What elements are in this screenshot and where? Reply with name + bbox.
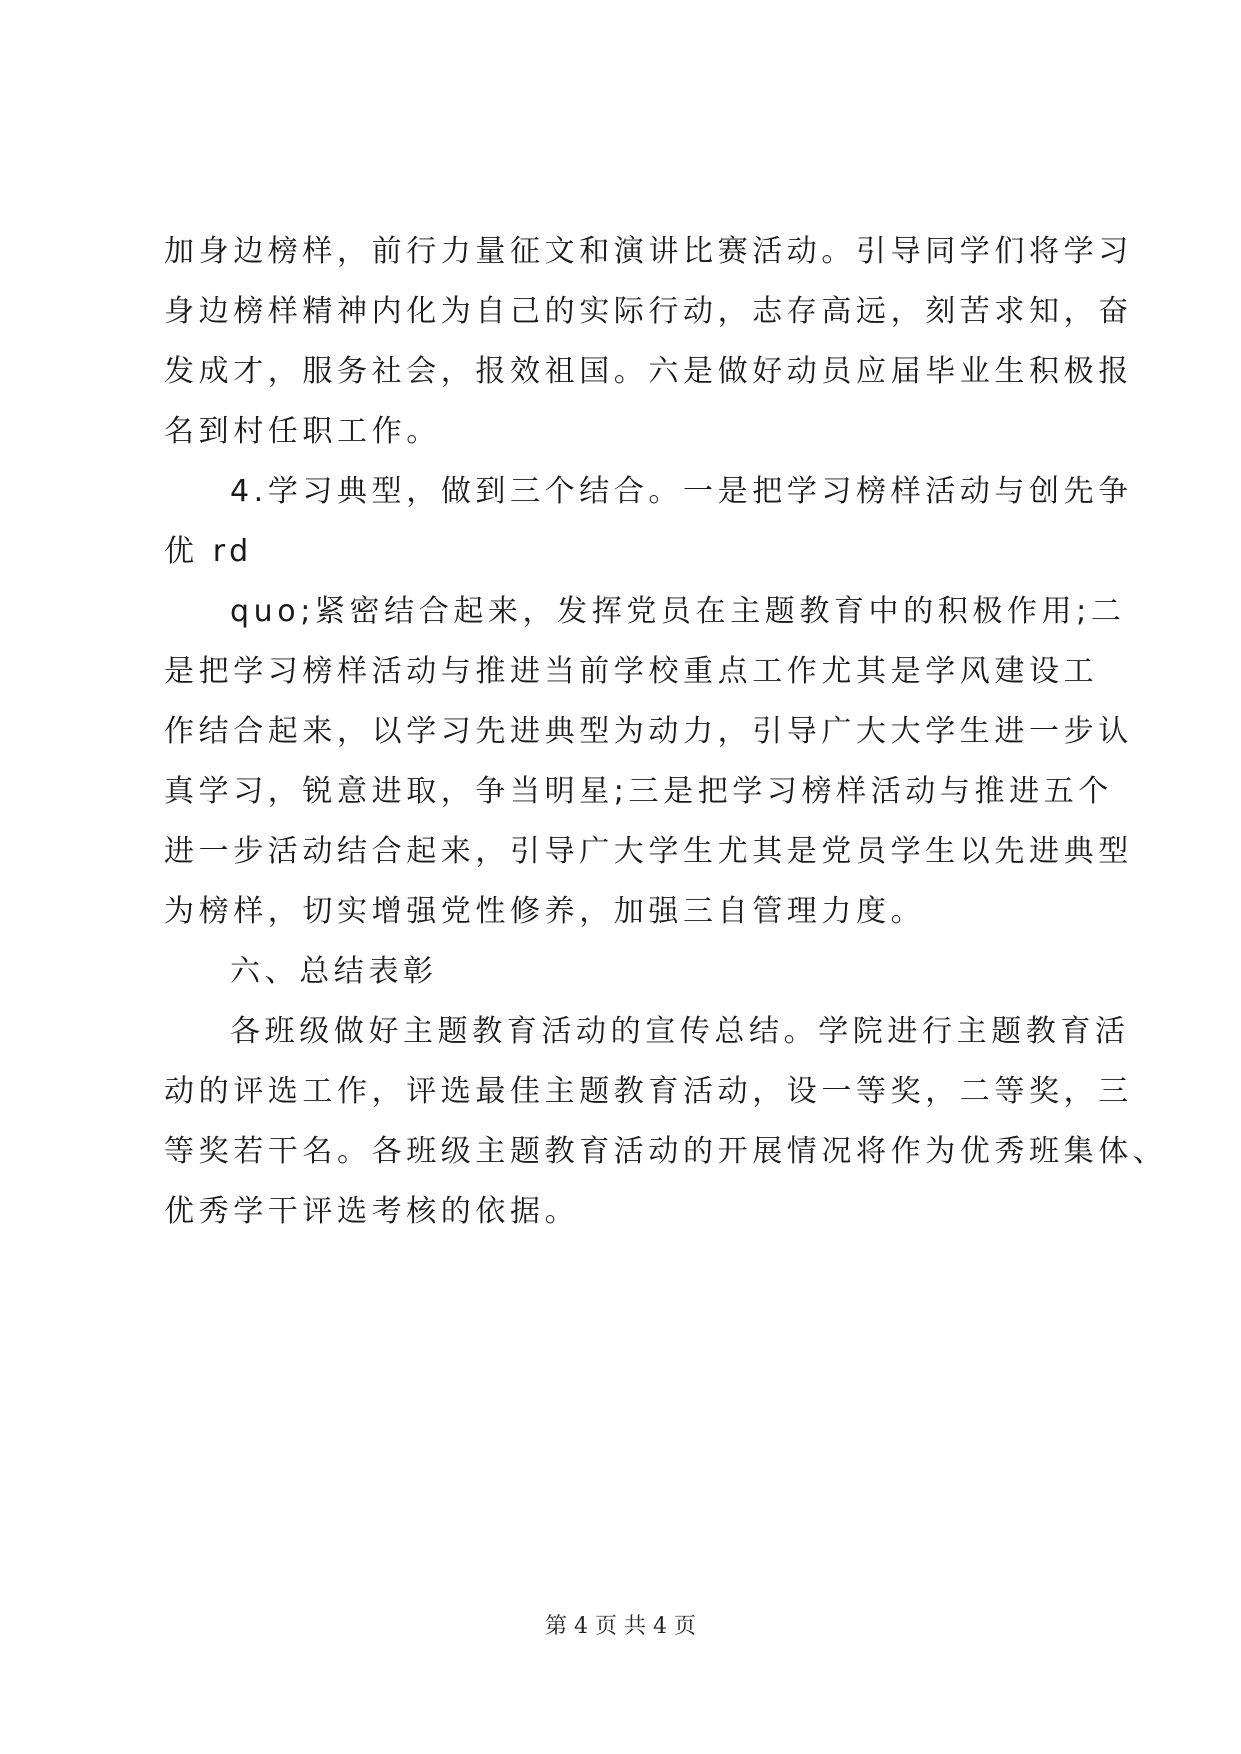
text-line: 优 rd: [164, 534, 253, 569]
text-line: 身边榜样精神内化为自己的实际行动，志存高远，刻苦求知，奋: [164, 294, 1133, 329]
text-line: 进一步活动结合起来，引导广大学生尤其是党员学生以先进典型: [164, 834, 1133, 869]
text-line: 发成才，服务社会，报效祖国。六是做好动员应届毕业生积极报: [164, 354, 1133, 389]
text-line: 为榜样，切实增强党性修养，加强三自管理力度。: [164, 894, 926, 929]
text-line: 优秀学干评选考核的依据。: [164, 1194, 580, 1229]
text-line: 真学习，锐意进取，争当明星;三是把学习榜样活动与推进五个: [164, 774, 1113, 809]
text-line: 加身边榜样，前行力量征文和演讲比赛活动。引导同学们将学习: [164, 234, 1133, 269]
text-line: 各班级做好主题教育活动的宣传总结。学院进行主题教育活: [230, 1014, 1130, 1049]
section-heading: 六、总结表彰: [230, 954, 438, 989]
text-line: 作结合起来，以学习先进典型为动力，引导广大大学生进一步认: [164, 714, 1133, 749]
page-number-footer: 第 4 页 共 4 页: [545, 1614, 696, 1639]
body-text: [164, 222, 1168, 1242]
text-line: 是把学习榜样活动与推进当前学校重点工作尤其是学风建设工: [164, 654, 1099, 689]
text-line: 动的评选工作，评选最佳主题教育活动，设一等奖，二等奖，三: [164, 1074, 1133, 1109]
text-line: quo;紧密结合起来，发挥党员在主题教育中的积极作用;二: [230, 594, 1126, 629]
text-line: 等奖若干名。各班级主题教育活动的开展情况将作为优秀班集体、: [164, 1134, 1168, 1169]
text-line: 名到村任职工作。: [164, 414, 441, 449]
text-line: 4.学习典型，做到三个结合。一是把学习榜样活动与创先争: [230, 474, 1133, 509]
